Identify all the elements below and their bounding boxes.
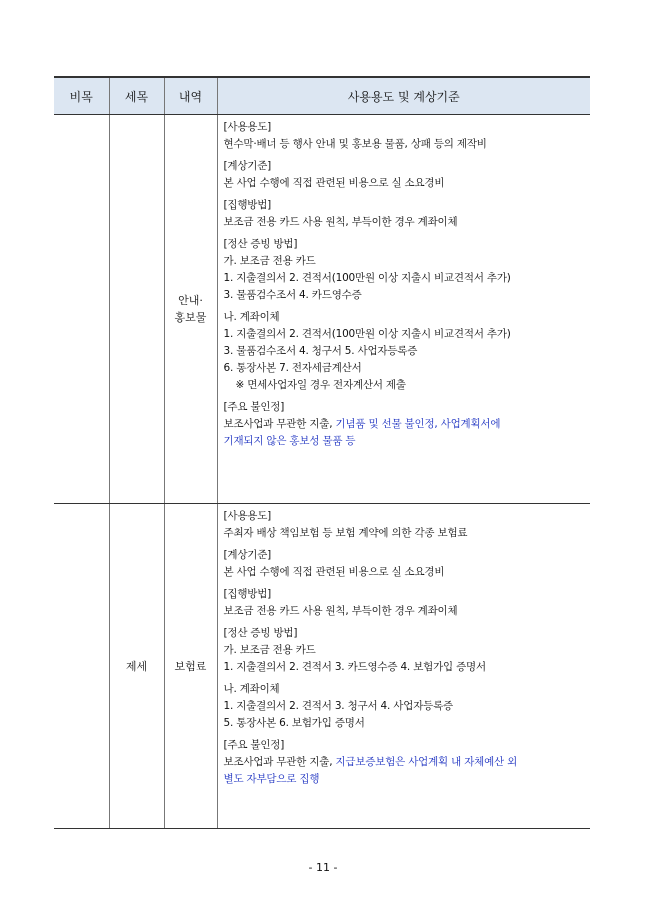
category-cell — [54, 115, 109, 504]
subcategory-cell: 제세 — [109, 504, 164, 829]
usage-heading: [사용용도] — [223, 121, 272, 133]
disallow-section — [224, 399, 585, 450]
item-cell — [164, 115, 217, 504]
basis-text: 본 사업 수행에 직접 관련된 비용으로 실 소요경비 — [223, 566, 445, 578]
execution-section — [224, 197, 585, 231]
basis-heading: [계상기준] — [223, 549, 272, 561]
transfer-section — [224, 309, 585, 394]
execution-section — [224, 586, 585, 620]
usage-text: 현수막·배너 등 행사 안내 및 홍보용 물품, 상패 등의 제작비 — [223, 138, 487, 150]
transfer-heading: 나. 계좌이체 — [223, 683, 280, 695]
disallow-line — [224, 416, 585, 433]
transfer-line: 6. 통장사본 7. 전자세금계산서 — [223, 362, 362, 374]
transfer-line: 3. 물품검수조서 4. 청구서 5. 사업자등록증 — [223, 345, 418, 357]
disallow-section — [224, 737, 585, 788]
disallow-highlight: 기재되지 않은 홍보성 물품 등 — [223, 435, 356, 447]
transfer-note: ※ 면세사업자일 경우 전자계산서 제출 — [235, 379, 406, 391]
criteria-cell — [217, 504, 590, 829]
proof-heading: [정산 증빙 방법] — [223, 627, 298, 639]
item-label-line: 홍보물 — [174, 311, 207, 324]
basis-section — [224, 158, 585, 192]
basis-heading: [계상기준] — [223, 160, 272, 172]
disallow-heading: [주요 불인정] — [223, 401, 285, 413]
transfer-section — [224, 681, 585, 732]
basis-section — [224, 547, 585, 581]
usage-heading: [사용용도] — [223, 510, 272, 522]
disallow-line — [224, 754, 585, 771]
subcategory-cell — [109, 115, 164, 504]
execution-heading: [집행방법] — [223, 199, 272, 211]
proof-heading: [정산 증빙 방법] — [223, 238, 298, 250]
transfer-line: 1. 지출결의서 2. 견적서(100만원 이상 지출시 비교견적서 추가) — [223, 328, 511, 340]
page-number: - 11 - — [308, 861, 338, 874]
execution-heading: [집행방법] — [223, 588, 272, 600]
transfer-line: 1. 지출결의서 2. 견적서 3. 청구서 4. 사업자등록증 — [223, 700, 453, 712]
category-cell — [54, 504, 109, 829]
transfer-line: 5. 통장사본 6. 보험가입 증명서 — [223, 717, 365, 729]
proof-section — [224, 625, 585, 676]
disallow-highlight: 기념품 및 선물 불인정, 사업계획서에 — [335, 418, 501, 430]
execution-text: 보조금 전용 카드 사용 원칙, 부득이한 경우 계좌이체 — [223, 216, 458, 228]
table-header-row — [54, 77, 590, 115]
card-heading: 가. 보조금 전용 카드 — [223, 644, 316, 656]
table-row — [54, 504, 590, 829]
card-line: 1. 지출결의서 2. 견적서 3. 카드영수증 4. 보험가입 증명서 — [223, 661, 486, 673]
header-subcategory: 세목 — [109, 77, 164, 115]
proof-section — [224, 236, 585, 304]
budget-criteria-table — [54, 76, 590, 829]
table-row — [54, 115, 590, 504]
item-cell: 보험료 — [164, 504, 217, 829]
disallow-prefix: 보조사업과 무관한 지출, — [223, 418, 336, 430]
card-line: 1. 지출결의서 2. 견적서(100만원 이상 지출시 비교견적서 추가) — [223, 272, 511, 284]
disallow-highlight: 별도 자부담으로 집행 — [223, 773, 320, 785]
header-criteria: 사용용도 및 계상기준 — [217, 77, 590, 115]
card-heading: 가. 보조금 전용 카드 — [223, 255, 316, 267]
disallow-highlight: 지급보증보험은 사업계획 내 자체예산 외 — [335, 756, 518, 768]
disallow-heading: [주요 불인정] — [223, 739, 285, 751]
execution-text: 보조금 전용 카드 사용 원칙, 부득이한 경우 계좌이체 — [223, 605, 458, 617]
header-item: 내역 — [164, 77, 217, 115]
item-label-line: 안내· — [178, 294, 203, 307]
usage-section — [224, 508, 585, 542]
usage-text: 주최자 배상 책임보험 등 보험 계약에 의한 각종 보험료 — [223, 527, 468, 539]
disallow-prefix: 보조사업과 무관한 지출, — [223, 756, 336, 768]
transfer-heading: 나. 계좌이체 — [223, 311, 280, 323]
usage-section — [224, 119, 585, 153]
header-category: 비목 — [54, 77, 109, 115]
card-line: 3. 물품검수조서 4. 카드영수증 — [223, 289, 362, 301]
basis-text: 본 사업 수행에 직접 관련된 비용으로 실 소요경비 — [223, 177, 445, 189]
criteria-cell — [217, 115, 590, 504]
